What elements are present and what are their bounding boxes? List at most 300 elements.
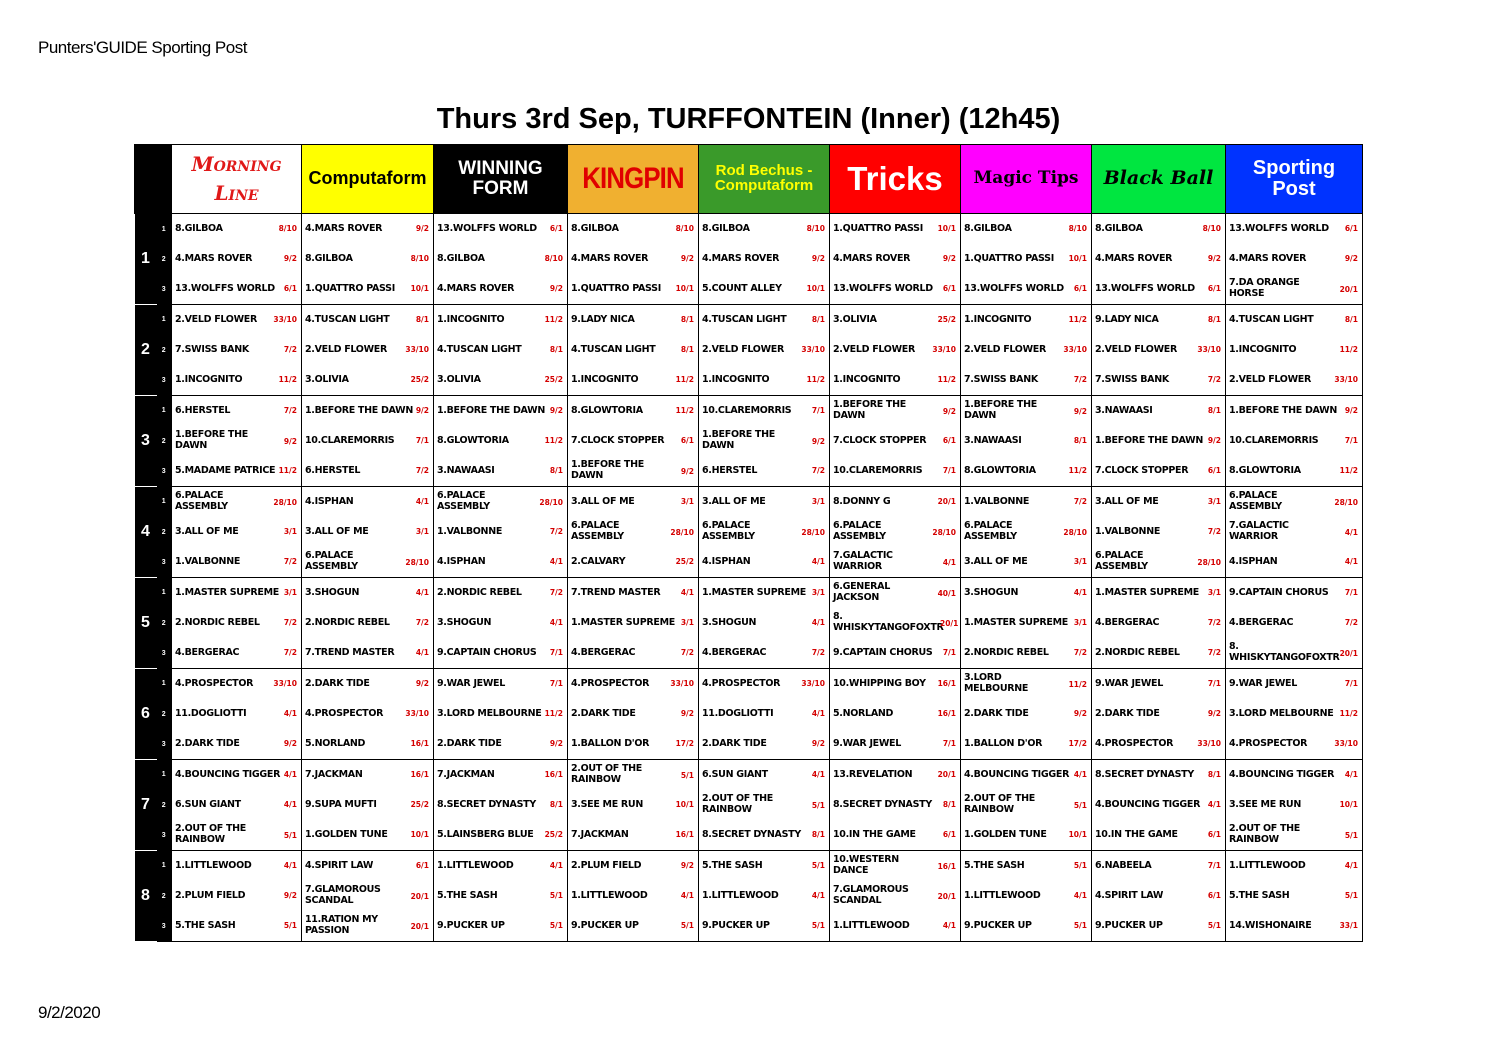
tip-cell — [961, 244, 1092, 274]
horse-name: 3.LORD MELBOURNE — [964, 672, 1029, 694]
tip-cell — [830, 335, 961, 365]
odds-value: 20/1 — [410, 921, 429, 931]
horse-name: 8.SECRET DYNASTY — [833, 798, 932, 810]
tip-cell — [302, 396, 434, 427]
horse-name: 1.INCOGNITO — [437, 313, 505, 325]
tip-cell — [568, 911, 699, 942]
odds-value: 4/1 — [549, 557, 563, 567]
odds-value: 11/2 — [544, 436, 563, 446]
odds-value: 9/2 — [1073, 406, 1087, 416]
odds-value: 7/1 — [942, 739, 956, 749]
horse-name: 4.PROSPECTOR — [1229, 737, 1308, 749]
odds-value: 16/1 — [410, 770, 429, 780]
horse-name: 14.WISHONAIRE — [1229, 919, 1312, 931]
horse-name: 2.VELD FLOWER — [1229, 373, 1311, 385]
odds-value: 7/1 — [942, 648, 956, 658]
tip-cell — [830, 669, 961, 700]
horse-name: 1.BEFORE THE DAWN — [702, 429, 775, 451]
odds-value: 33/10 — [932, 345, 956, 355]
horse-name: 6.HERSTEL — [175, 404, 231, 416]
odds-value: 11/2 — [1068, 466, 1087, 476]
horse-name: 3.LORD MELBOURNE — [437, 707, 542, 719]
odds-value: 9/2 — [283, 739, 297, 749]
horse-name: 1.INCOGNITO — [702, 373, 770, 385]
horse-name: 5.THE SASH — [702, 859, 763, 871]
odds-value: 9/2 — [283, 254, 297, 264]
odds-value: 6/1 — [680, 436, 694, 446]
odds-value: 9/2 — [811, 739, 825, 749]
tip-cell — [830, 911, 961, 942]
tip-cell — [830, 578, 961, 609]
odds-value: 4/1 — [283, 861, 297, 871]
odds-value: 28/10 — [405, 557, 429, 567]
tip-cell — [961, 214, 1092, 245]
horse-name: 10.WHIPPING BOY — [833, 677, 926, 689]
tip-cell — [172, 487, 302, 518]
tip-cell — [434, 729, 568, 760]
tip-cell — [1226, 244, 1363, 274]
tip-cell — [1226, 547, 1363, 578]
horse-name: 1.BEFORE THE DAWN — [175, 429, 248, 451]
tip-cell — [830, 760, 961, 791]
horse-name: 8.GILBOA — [437, 252, 485, 264]
pick-position: 2 — [157, 790, 172, 820]
horse-name: 1.VALBONNE — [437, 525, 503, 537]
tip-cell — [568, 608, 699, 638]
tip-cell — [1226, 365, 1363, 396]
tip-cell — [1092, 638, 1226, 669]
tip-cell — [1092, 881, 1226, 911]
odds-value: 28/10 — [670, 527, 694, 537]
odds-value: 4/1 — [549, 618, 563, 628]
odds-value: 8/1 — [1207, 315, 1221, 325]
table-row — [135, 729, 1363, 760]
horse-name: 9.WAR JEWEL — [1229, 677, 1297, 689]
tip-cell — [434, 517, 568, 547]
horse-name: 2.DARK TIDE — [571, 707, 636, 719]
odds-value: 16/1 — [937, 861, 956, 871]
horse-name: 4.BOUNCING TIGGER — [964, 768, 1070, 780]
odds-value: 10/1 — [1068, 830, 1087, 840]
tip-cell — [172, 851, 302, 882]
horse-name: 4.MARS ROVER — [175, 252, 253, 264]
horse-name: 6.PALACE ASSEMBLY — [175, 490, 228, 512]
tip-cell — [1092, 426, 1226, 456]
tip-cell — [1092, 517, 1226, 547]
tip-cell — [568, 274, 699, 305]
tip-cell — [302, 578, 434, 609]
odds-value: 4/1 — [811, 891, 825, 901]
table-row — [135, 608, 1363, 638]
pick-position: 3 — [157, 274, 172, 305]
horse-name: 5.MADAME PATRICE — [175, 464, 276, 476]
tip-cell — [172, 729, 302, 760]
tip-cell — [1226, 305, 1363, 336]
horse-name: 9.WAR JEWEL — [437, 677, 505, 689]
tip-cell — [568, 456, 699, 487]
horse-name: 2.NORDIC REBEL — [175, 616, 260, 628]
tip-cell — [830, 426, 961, 456]
footer-date: 9/2/2020 — [38, 1003, 101, 1022]
tip-cell — [302, 487, 434, 518]
odds-value: 4/1 — [283, 770, 297, 780]
horse-name: 1.QUATTRO PASSI — [305, 282, 395, 294]
odds-value: 11/2 — [675, 406, 694, 416]
odds-value: 7/2 — [415, 618, 429, 628]
horse-name: 9.LADY NICA — [571, 313, 635, 325]
pick-position: 2 — [157, 335, 172, 365]
horse-name: 9.PUCKER UP — [1095, 919, 1163, 931]
horse-name: 6.SUN GIANT — [702, 768, 768, 780]
horse-name: 7.SWISS BANK — [1095, 373, 1169, 385]
column-header-label: Tricks — [847, 159, 943, 197]
odds-value: 7/1 — [549, 679, 563, 689]
table-row — [135, 487, 1363, 518]
tip-cell — [1092, 851, 1226, 882]
tip-cell — [172, 396, 302, 427]
odds-value: 11/2 — [1339, 466, 1358, 476]
tip-cell — [1226, 456, 1363, 487]
horse-name: 13.REVELATION — [833, 768, 913, 780]
tip-cell — [568, 396, 699, 427]
tip-cell — [961, 881, 1092, 911]
tip-cell — [1092, 911, 1226, 942]
horse-name: 4.PROSPECTOR — [175, 677, 254, 689]
tip-cell — [699, 881, 830, 911]
tip-cell — [172, 790, 302, 820]
tip-cell — [699, 578, 830, 609]
tip-cell — [568, 244, 699, 274]
odds-value: 4/1 — [942, 557, 956, 567]
horse-name: 5.THE SASH — [1229, 889, 1290, 901]
odds-value: 10/1 — [675, 800, 694, 810]
tip-cell — [302, 547, 434, 578]
odds-value: 7/1 — [1207, 679, 1221, 689]
header-row — [135, 145, 1363, 214]
pick-position: 3 — [157, 547, 172, 578]
tip-cell — [434, 305, 568, 336]
table-row — [135, 274, 1363, 305]
table-row — [135, 214, 1363, 245]
tip-cell — [1092, 669, 1226, 700]
horse-name: 2.DARK TIDE — [702, 737, 767, 749]
horse-name: 6.PALACE ASSEMBLY — [571, 520, 624, 542]
table-row — [135, 305, 1363, 336]
tip-cell — [434, 426, 568, 456]
odds-value: 9/2 — [1207, 436, 1221, 446]
odds-value: 9/2 — [1207, 254, 1221, 264]
pick-position: 1 — [157, 760, 172, 791]
horse-name: 13.WOLFFS WORLD — [1095, 282, 1195, 294]
odds-value: 8/1 — [1207, 770, 1221, 780]
tip-cell — [1092, 274, 1226, 305]
odds-value: 11/2 — [937, 375, 956, 385]
odds-value: 20/1 — [937, 891, 956, 901]
tip-cell — [434, 214, 568, 245]
corner-cell — [135, 145, 172, 214]
horse-name: 7.JACKMAN — [305, 768, 363, 780]
tip-cell — [1092, 699, 1226, 729]
tip-cell — [830, 729, 961, 760]
table-row — [135, 911, 1363, 942]
horse-name: 11.DOGLIOTTI — [702, 707, 774, 719]
odds-value: 8/1 — [1073, 436, 1087, 446]
horse-name: 7.JACKMAN — [437, 768, 495, 780]
odds-value: 33/10 — [405, 345, 429, 355]
horse-name: 10.IN THE GAME — [833, 828, 916, 840]
tip-cell — [1226, 760, 1363, 791]
odds-value: 9/2 — [811, 436, 825, 446]
odds-value: 28/10 — [273, 497, 297, 507]
tip-cell — [699, 638, 830, 669]
horse-name: 2.VELD FLOWER — [1095, 343, 1177, 355]
tip-cell — [1092, 335, 1226, 365]
odds-value: 16/1 — [937, 709, 956, 719]
odds-value: 8/1 — [415, 315, 429, 325]
column-header — [568, 145, 699, 214]
tip-cell — [172, 214, 302, 245]
odds-value: 6/1 — [942, 830, 956, 840]
odds-value: 6/1 — [415, 861, 429, 871]
column-header — [302, 145, 434, 214]
tip-cell — [830, 881, 961, 911]
tip-cell — [830, 790, 961, 820]
odds-value: 33/10 — [801, 679, 825, 689]
odds-value: 33/10 — [1063, 345, 1087, 355]
odds-value: 33/10 — [273, 679, 297, 689]
table-row — [135, 820, 1363, 851]
table-row — [135, 456, 1363, 487]
odds-value: 4/1 — [811, 618, 825, 628]
odds-value: 6/1 — [1344, 224, 1358, 234]
table-row — [135, 760, 1363, 791]
horse-name: 2.OUT OF THE RAINBOW — [1229, 823, 1300, 845]
horse-name: 8.GILBOA — [964, 222, 1012, 234]
horse-name: 8. WHISKYTANGOFOXTR — [1229, 641, 1340, 663]
tip-cell — [961, 456, 1092, 487]
pick-position: 2 — [157, 699, 172, 729]
tip-cell — [172, 426, 302, 456]
tip-cell — [699, 305, 830, 336]
tip-cell — [961, 547, 1092, 578]
tips-table — [134, 144, 1363, 942]
horse-name: 6.HERSTEL — [702, 464, 758, 476]
odds-value: 7/1 — [1344, 679, 1358, 689]
odds-value: 25/2 — [544, 830, 563, 840]
odds-value: 10/1 — [806, 284, 825, 294]
tip-cell — [172, 608, 302, 638]
pick-position: 2 — [157, 517, 172, 547]
horse-name: 4.TUSCAN LIGHT — [571, 343, 656, 355]
odds-value: 7/2 — [1207, 618, 1221, 628]
tip-cell — [568, 790, 699, 820]
odds-value: 20/1 — [937, 497, 956, 507]
odds-value: 7/2 — [680, 648, 694, 658]
odds-value: 28/10 — [539, 497, 563, 507]
horse-name: 2.VELD FLOWER — [175, 313, 257, 325]
horse-name: 4.ISPHAN — [702, 555, 751, 567]
odds-value: 9/2 — [680, 709, 694, 719]
tip-cell — [830, 214, 961, 245]
table-row — [135, 517, 1363, 547]
horse-name: 6.PALACE ASSEMBLY — [1095, 550, 1148, 572]
tip-cell — [830, 365, 961, 396]
page-title: Thurs 3rd Sep, TURFFONTEIN (Inner) (12h45) — [436, 103, 1061, 135]
horse-name: 6.GENERAL JACKSON — [833, 581, 890, 603]
odds-value: 4/1 — [1207, 800, 1221, 810]
horse-name: 13.WOLFFS WORLD — [437, 222, 537, 234]
tip-cell — [1226, 851, 1363, 882]
tip-cell — [961, 820, 1092, 851]
horse-name: 2.DARK TIDE — [175, 737, 240, 749]
odds-value: 9/2 — [680, 254, 694, 264]
odds-value: 8/1 — [942, 800, 956, 810]
tip-cell — [1092, 214, 1226, 245]
horse-name: 10.WESTERN DANCE — [833, 854, 899, 876]
tip-cell — [961, 790, 1092, 820]
odds-value: 7/2 — [283, 618, 297, 628]
tip-cell — [1226, 578, 1363, 609]
odds-value: 8/1 — [549, 466, 563, 476]
tip-cell — [434, 760, 568, 791]
tip-cell — [172, 305, 302, 336]
tip-cell — [302, 365, 434, 396]
odds-value: 16/1 — [675, 830, 694, 840]
horse-name: 4.BERGERAC — [571, 646, 636, 658]
horse-name: 3.NAWAASI — [1095, 404, 1153, 416]
tip-cell — [302, 699, 434, 729]
horse-name: 1.MASTER SUPREME — [175, 586, 279, 598]
tip-cell — [961, 426, 1092, 456]
tip-cell — [434, 396, 568, 427]
tip-cell — [699, 456, 830, 487]
odds-value: 6/1 — [549, 224, 563, 234]
race-number: 8 — [135, 851, 157, 942]
horse-name: 7.SWISS BANK — [175, 343, 249, 355]
horse-name: 1.BEFORE THE DAWN — [1229, 404, 1337, 416]
horse-name: 2.DARK TIDE — [964, 707, 1029, 719]
odds-value: 7/1 — [549, 648, 563, 658]
tip-cell — [302, 760, 434, 791]
odds-value: 6/1 — [1207, 466, 1221, 476]
horse-name: 5.LAINSBERG BLUE — [437, 828, 534, 840]
horse-name: 1.MASTER SUPREME — [1095, 586, 1199, 598]
tip-cell — [1092, 456, 1226, 487]
horse-name: 10.CLAREMORRIS — [305, 434, 395, 446]
odds-value: 9/2 — [942, 406, 956, 416]
tip-cell — [302, 244, 434, 274]
tip-cell — [172, 881, 302, 911]
table-row — [135, 426, 1363, 456]
horse-name: 8.GILBOA — [571, 222, 619, 234]
column-header-label: Rod Bechus - Computaform — [714, 161, 814, 195]
odds-value: 7/2 — [1073, 497, 1087, 507]
odds-value: 33/10 — [1334, 739, 1358, 749]
horse-name: 8.SECRET DYNASTY — [1095, 768, 1194, 780]
tip-cell — [699, 760, 830, 791]
odds-value: 20/1 — [937, 770, 956, 780]
horse-name: 7.GLAMOROUS SCANDAL — [305, 884, 381, 906]
horse-name: 10.CLAREMORRIS — [1229, 434, 1319, 446]
horse-name: 1.BEFORE THE DAWN — [964, 399, 1037, 421]
horse-name: 6.PALACE ASSEMBLY — [702, 520, 755, 542]
odds-value: 33/10 — [1197, 345, 1221, 355]
tip-cell — [699, 851, 830, 882]
odds-value: 4/1 — [811, 709, 825, 719]
tip-cell — [568, 669, 699, 700]
odds-value: 7/2 — [1207, 648, 1221, 658]
horse-name: 1.BEFORE THE DAWN — [305, 404, 413, 416]
tip-cell — [568, 214, 699, 245]
odds-value: 9/2 — [283, 891, 297, 901]
horse-name: 10.IN THE GAME — [1095, 828, 1178, 840]
tip-cell — [830, 244, 961, 274]
tip-cell — [1226, 274, 1363, 305]
tip-cell — [172, 365, 302, 396]
horse-name: 5.COUNT ALLEY — [702, 282, 782, 294]
horse-name: 1.INCOGNITO — [833, 373, 901, 385]
column-header-label: Sporting Post — [1252, 157, 1336, 200]
horse-name: 1.QUATTRO PASSI — [964, 252, 1054, 264]
horse-name: 8. WHISKYTANGOFOXTR — [833, 611, 944, 633]
tip-cell — [434, 911, 568, 942]
horse-name: 9.CAPTAIN CHORUS — [437, 646, 537, 658]
tip-cell — [1226, 335, 1363, 365]
horse-name: 6.SUN GIANT — [175, 798, 241, 810]
horse-name: 4.SPIRIT LAW — [1095, 889, 1164, 901]
odds-value: 5/1 — [680, 921, 694, 931]
tip-cell — [699, 820, 830, 851]
horse-name: 3.ALL OF ME — [175, 525, 239, 537]
horse-name: 1.LITTLEWOOD — [571, 889, 648, 901]
odds-value: 5/1 — [1344, 830, 1358, 840]
odds-value: 28/10 — [1063, 527, 1087, 537]
tip-cell — [302, 851, 434, 882]
race-number: 6 — [135, 669, 157, 760]
horse-name: 1.BALLON D'OR — [571, 737, 650, 749]
table-row — [135, 699, 1363, 729]
tip-cell — [699, 669, 830, 700]
odds-value: 4/1 — [283, 709, 297, 719]
tip-cell — [568, 578, 699, 609]
odds-value: 25/2 — [410, 375, 429, 385]
odds-value: 33/10 — [405, 709, 429, 719]
odds-value: 9/2 — [549, 739, 563, 749]
horse-name: 4.BERGERAC — [1095, 616, 1160, 628]
tip-cell — [830, 396, 961, 427]
tip-cell — [961, 760, 1092, 791]
tip-cell — [434, 578, 568, 609]
odds-value: 20/1 — [1339, 648, 1358, 658]
horse-name: 13.WOLFFS WORLD — [833, 282, 933, 294]
tip-cell — [568, 699, 699, 729]
tip-cell — [1226, 638, 1363, 669]
race-number: 7 — [135, 760, 157, 851]
pick-position: 1 — [157, 396, 172, 427]
odds-value: 4/1 — [549, 861, 563, 871]
horse-name: 2.OUT OF THE RAINBOW — [571, 763, 642, 785]
horse-name: 4.MARS ROVER — [1229, 252, 1307, 264]
tip-cell — [961, 274, 1092, 305]
tip-cell — [1092, 487, 1226, 518]
odds-value: 4/1 — [811, 557, 825, 567]
odds-value: 25/2 — [937, 315, 956, 325]
column-header — [830, 145, 961, 214]
tip-cell — [830, 274, 961, 305]
odds-value: 4/1 — [680, 891, 694, 901]
horse-name: 4.PROSPECTOR — [702, 677, 781, 689]
odds-value: 8/1 — [1344, 315, 1358, 325]
